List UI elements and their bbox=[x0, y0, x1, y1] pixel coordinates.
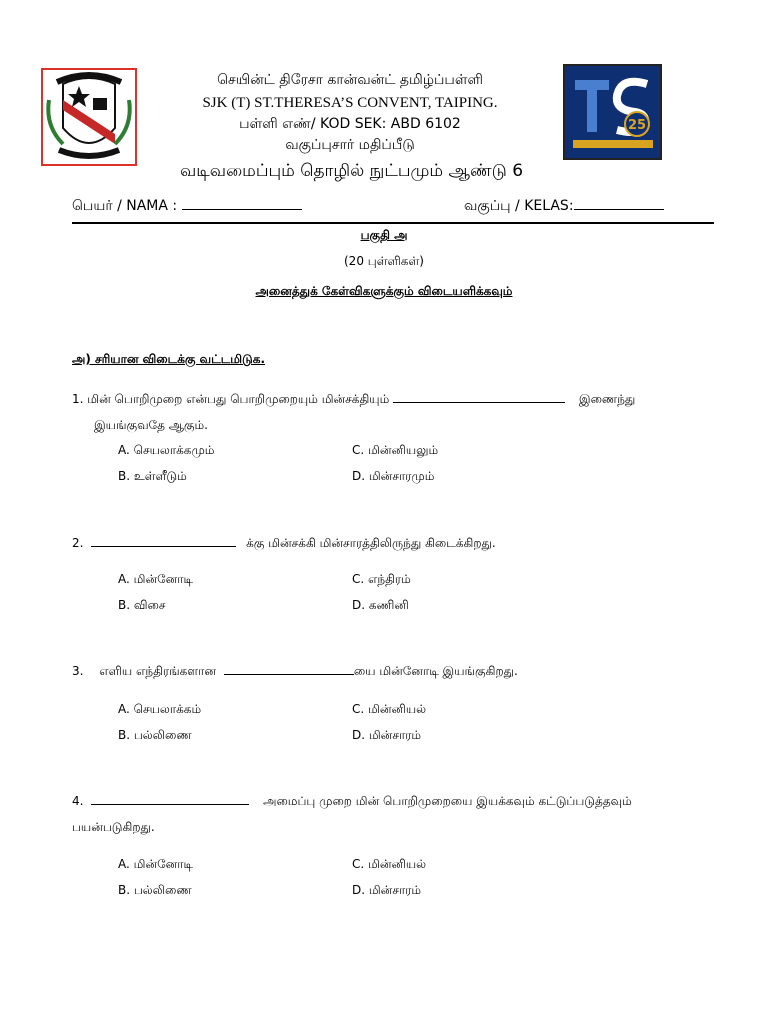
question-text-end: யை மின்னோடி இயங்குகிறது. bbox=[353, 664, 518, 678]
question-text-end: இணைந்து bbox=[578, 392, 636, 406]
question-1 bbox=[72, 391, 635, 408]
question-text: எளிய எந்திரங்களான bbox=[99, 664, 217, 678]
question-text: க்கு மின்சக்கி மின்சாரத்திலிருந்து கிடைக்கிறது. bbox=[246, 536, 496, 550]
section-title: பகுதி அ bbox=[360, 228, 408, 242]
option-c[interactable]: C. எந்திரம் bbox=[352, 572, 411, 586]
option-d[interactable]: D. கணினி bbox=[352, 598, 409, 612]
class-field bbox=[464, 198, 664, 216]
school-name: SJK (T) ST.THERESA’S CONVENT, TAIPING. bbox=[202, 95, 498, 111]
header-divider bbox=[72, 222, 714, 224]
ts25-logo-icon bbox=[563, 64, 662, 160]
section-instruction: அனைத்துக் கேள்விகளுக்கும் விடையளிக்கவும் bbox=[255, 284, 513, 298]
subject-title: வடிவமைப்பும் தொழில் நுட்பமும் ஆண்டு 6 bbox=[180, 161, 524, 181]
name-blank[interactable] bbox=[182, 198, 302, 210]
option-c[interactable]: C. மின்னியல் bbox=[352, 857, 427, 871]
question-number: 3. bbox=[72, 664, 84, 678]
question-3 bbox=[72, 663, 518, 680]
name-field bbox=[72, 198, 302, 216]
option-a[interactable]: A. செயலாக்கம் bbox=[118, 702, 202, 716]
question-text: அமைப்பு முறை மின் பொறிமுறையை இயக்கவும் கட்டுப்படுத்தவும் bbox=[263, 794, 632, 808]
school-code: பள்ளி எண்/ KOD SEK: ABD 6102 bbox=[239, 116, 461, 132]
question-4-line2: பயன்படுகிறது. bbox=[72, 820, 155, 834]
option-a[interactable]: A. செயலாக்கமும் bbox=[118, 443, 215, 457]
answer-blank[interactable] bbox=[91, 535, 236, 547]
option-c[interactable]: C. மின்னியல் bbox=[352, 702, 427, 716]
option-b[interactable]: B. உள்ளீடும் bbox=[118, 469, 187, 483]
name-label: பெயர் / NAMA : bbox=[72, 198, 178, 214]
section-marks: (20 புள்ளிகள்) bbox=[344, 254, 424, 268]
question-4 bbox=[72, 793, 632, 810]
option-d[interactable]: D. மின்சாரமும் bbox=[352, 469, 435, 483]
school-crest-icon bbox=[41, 68, 137, 166]
question-number: 2. bbox=[72, 536, 84, 550]
option-b[interactable]: B. விசை bbox=[118, 598, 166, 612]
svg-text:25: 25 bbox=[627, 118, 647, 133]
subsection-title: அ) சரியான விடைக்கு வட்டமிடுக. bbox=[72, 352, 266, 366]
question-number: 1. bbox=[72, 392, 84, 406]
option-a[interactable]: A. மின்னோடி bbox=[118, 572, 194, 586]
option-a[interactable]: A. மின்னோடி bbox=[118, 857, 194, 871]
option-d[interactable]: D. மின்சாரம் bbox=[352, 728, 422, 742]
question-number: 4. bbox=[72, 794, 84, 808]
question-text: மின் பொறிமுறை என்பது பொறிமுறையும் மின்சக்தியும் bbox=[87, 392, 390, 406]
option-c[interactable]: C. மின்னியலும் bbox=[352, 443, 439, 457]
question-2 bbox=[72, 535, 496, 552]
class-label: வகுப்பு / KELAS: bbox=[464, 198, 574, 214]
answer-blank[interactable] bbox=[224, 663, 354, 675]
assessment-title: வகுப்புசார் மதிப்பீடு bbox=[285, 137, 415, 153]
class-blank[interactable] bbox=[574, 198, 664, 210]
option-b[interactable]: B. பல்லிணை bbox=[118, 883, 192, 897]
school-name-tamil: செயின்ட் திரேசா கான்வன்ட் தமிழ்ப்பள்ளி bbox=[217, 72, 483, 88]
option-b[interactable]: B. பல்லிணை bbox=[118, 728, 192, 742]
answer-blank[interactable] bbox=[393, 391, 565, 403]
answer-blank[interactable] bbox=[91, 793, 249, 805]
option-d[interactable]: D. மின்சாரம் bbox=[352, 883, 422, 897]
question-1-line2: இயங்குவதே ஆகும். bbox=[94, 418, 208, 432]
